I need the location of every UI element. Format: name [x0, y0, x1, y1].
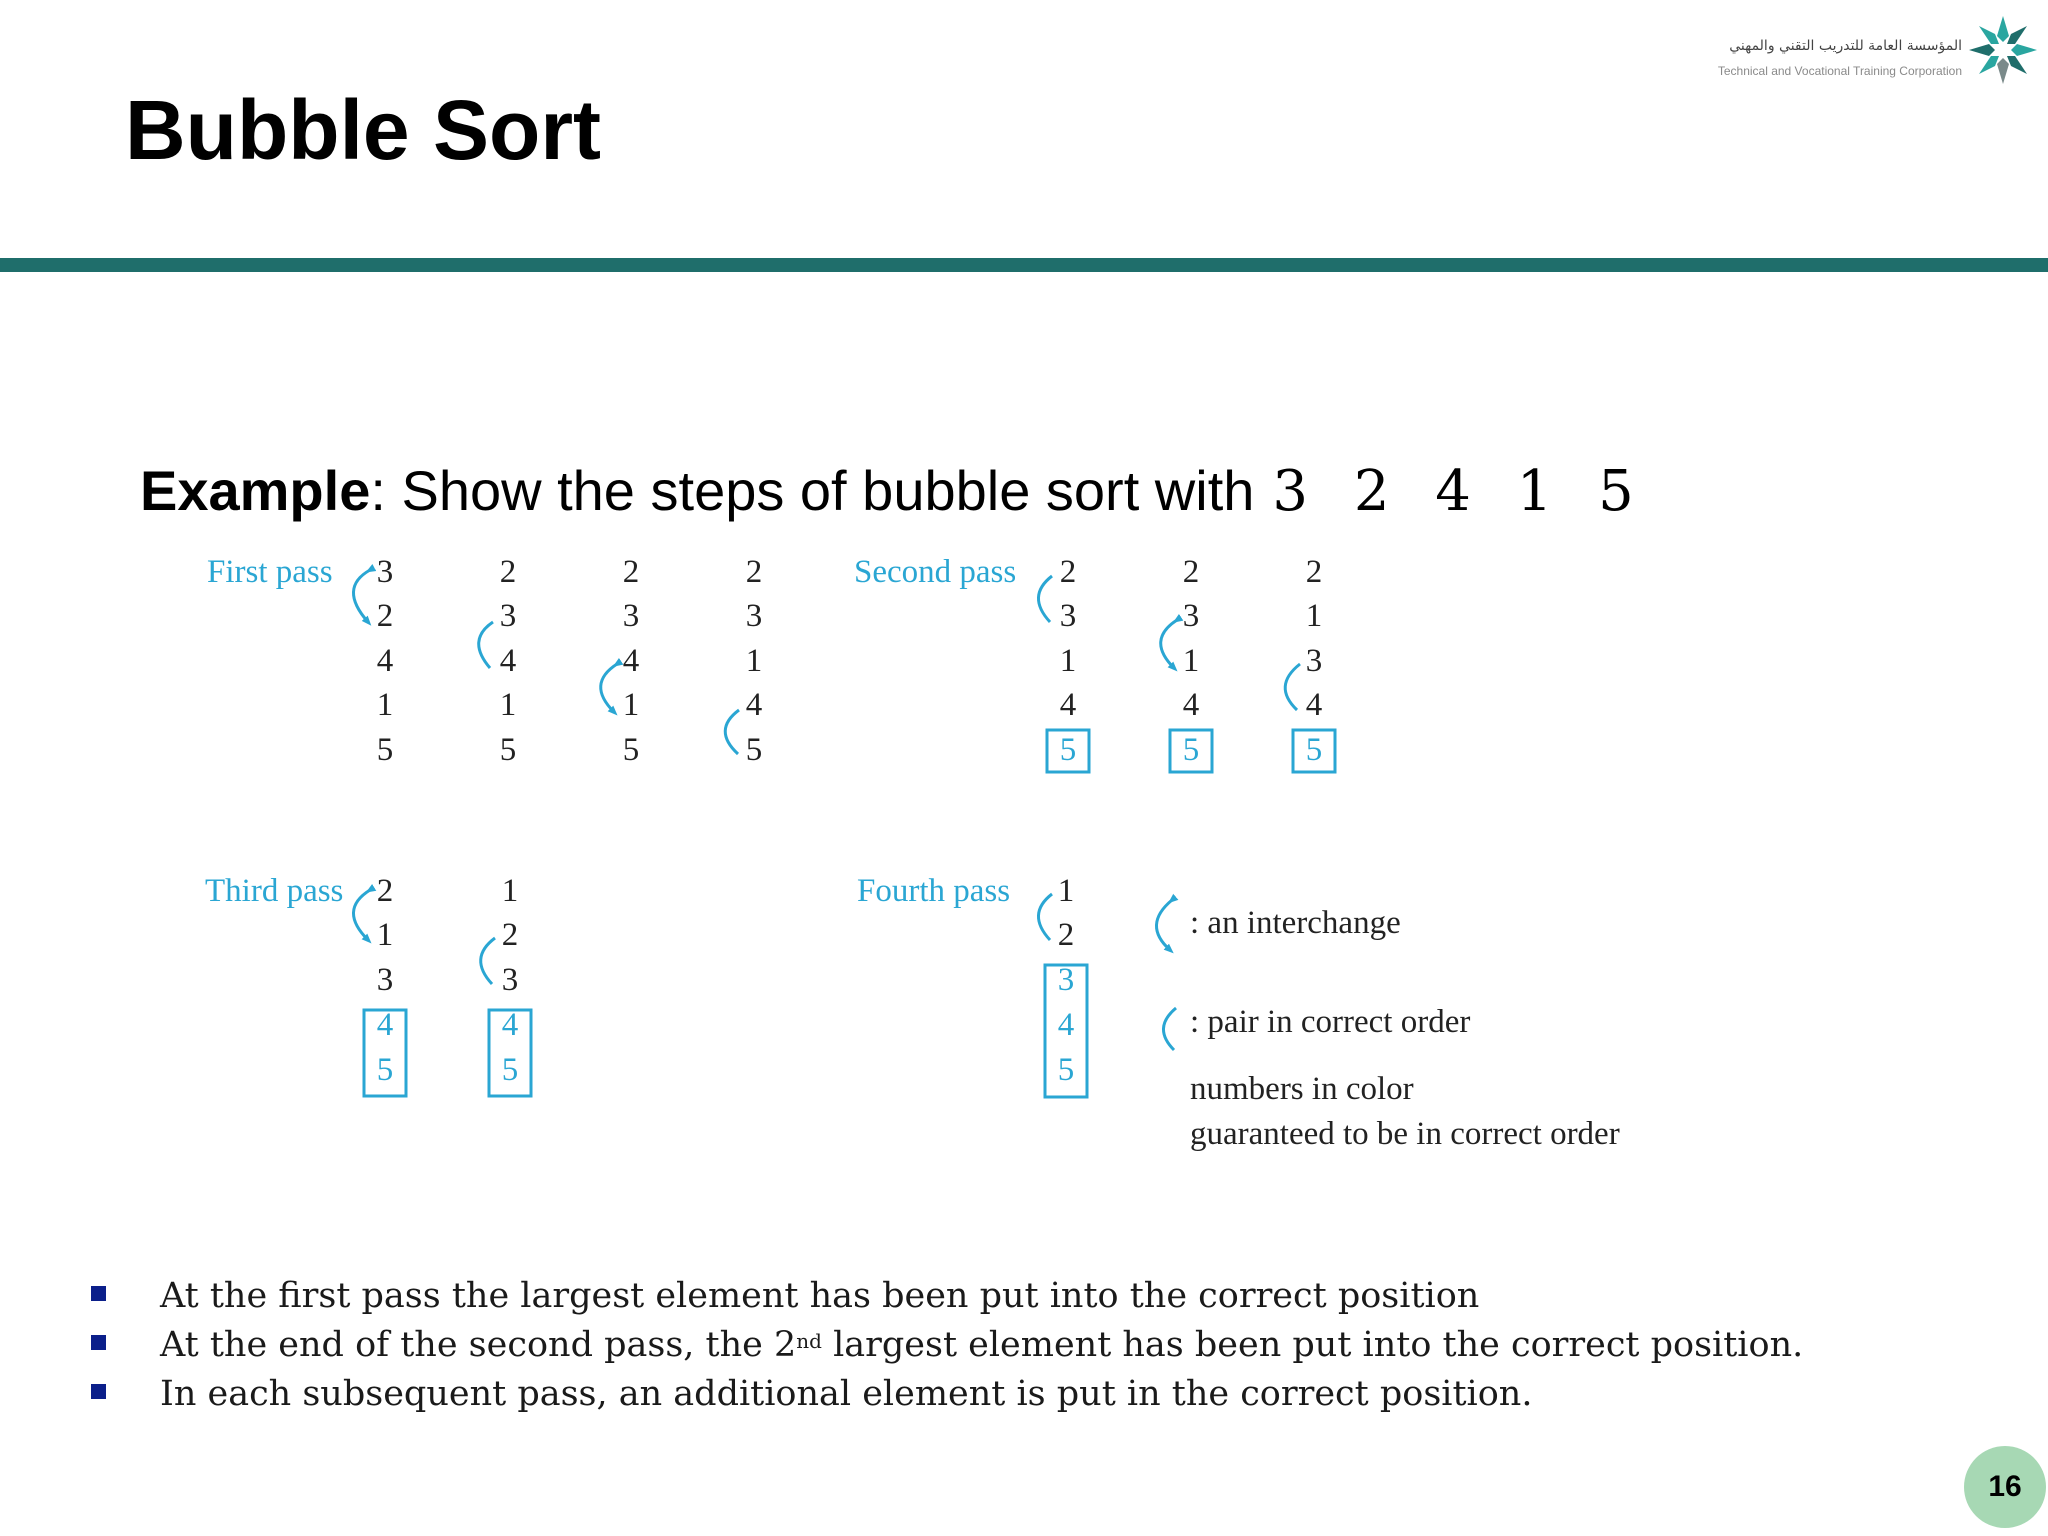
p4-c1-n4: 4	[1057, 1007, 1075, 1043]
interchange-arrow-icon	[353, 890, 370, 940]
pass-label-1: First pass	[207, 554, 333, 590]
bullet-text: In each subsequent pass, an additional element is put in the correct position.	[160, 1374, 1533, 1414]
p3-c2-n4: 4	[501, 1007, 519, 1043]
p1-c1-n2: 2	[376, 598, 394, 634]
p1-c4-n4: 4	[745, 687, 763, 723]
p1-c3-n4: 1	[622, 687, 640, 723]
p2-c3-n3: 3	[1305, 643, 1323, 679]
p2-c1-n4: 4	[1059, 687, 1077, 723]
example-sequence: 3 2 4 1 5	[1272, 459, 1634, 524]
first-pass-columns	[353, 554, 762, 768]
p1-c4-n1: 2	[745, 554, 763, 590]
pass-label-2: Second pass	[854, 554, 1017, 590]
p3-c1-n1: 2	[376, 873, 394, 909]
p1-c1-n4: 1	[376, 687, 394, 723]
p4-c1-n3: 3	[1057, 962, 1075, 998]
interchange-arrow-icon	[1161, 620, 1177, 668]
bubble-sort-diagram	[0, 540, 2048, 1180]
p2-c2-n1: 2	[1182, 554, 1200, 590]
p2-c1-n3: 1	[1059, 643, 1077, 679]
interchange-arrow-icon	[353, 570, 370, 622]
legend	[1156, 900, 1619, 1152]
bullet-square-icon	[91, 1384, 106, 1399]
p1-c4-n2: 3	[745, 598, 763, 634]
p2-c1-n2: 3	[1059, 598, 1077, 634]
p4-c1-n2: 2	[1057, 917, 1075, 953]
bullet-square-icon	[91, 1335, 106, 1350]
p3-c2-n5: 5	[501, 1052, 519, 1088]
correct-order-arc-icon	[479, 622, 493, 668]
p4-c1-n5: 5	[1057, 1052, 1075, 1088]
correct-order-arc-icon	[1038, 576, 1052, 622]
p2-c1-n5: 5	[1059, 732, 1077, 768]
slide-title: Bubble Sort	[125, 83, 601, 177]
legend-color-note-1: numbers in color	[1190, 1071, 1414, 1107]
p2-c2-n4: 4	[1182, 687, 1200, 723]
p1-c3-n1: 2	[622, 554, 640, 590]
p4-c1-n1: 1	[1057, 873, 1075, 909]
page-number-badge: 16	[1964, 1446, 2046, 1528]
tvtc-logo-icon	[1968, 8, 2038, 94]
bullet-text-sup: nd	[796, 1329, 822, 1353]
p1-c2-n3: 4	[499, 643, 517, 679]
third-pass-columns	[353, 873, 531, 1096]
pass-label-3: Third pass	[205, 873, 344, 909]
fourth-pass-columns	[1038, 873, 1087, 1097]
correct-order-arc-icon	[1163, 1008, 1176, 1050]
p1-c4-n3: 1	[745, 643, 763, 679]
p1-c2-n2: 3	[499, 598, 517, 634]
p1-c2-n4: 1	[499, 687, 517, 723]
bullet-list	[88, 1276, 1988, 1423]
tvtc-logo	[1717, 8, 2038, 94]
p1-c2-n1: 2	[499, 554, 517, 590]
p2-c2-n3: 1	[1182, 643, 1200, 679]
bullet-text-pre: At the end of the second pass, the 2	[160, 1325, 797, 1365]
bullet-text-post: largest element has been put into the correct position.	[821, 1325, 1804, 1365]
correct-order-arc-icon	[725, 710, 739, 754]
p3-c2-n1: 1	[501, 873, 519, 909]
p3-c1-n3: 3	[376, 962, 394, 998]
bullet-text	[160, 1325, 1803, 1365]
p1-c3-n3: 4	[622, 643, 640, 679]
p3-c1-n2: 1	[376, 917, 394, 953]
title-accent-bar	[0, 258, 2048, 272]
example-text: : Show the steps of bubble sort with	[370, 459, 1255, 522]
p1-c3-n5: 5	[622, 732, 640, 768]
bullet-square-icon	[91, 1286, 106, 1301]
correct-order-arc-icon	[481, 938, 495, 984]
p2-c1-n1: 2	[1059, 554, 1077, 590]
example-label: Example	[140, 459, 371, 522]
p3-c2-n3: 3	[501, 962, 519, 998]
p1-c4-n5: 5	[745, 732, 763, 768]
p2-c3-n4: 4	[1305, 687, 1323, 723]
interchange-arrow-icon	[1156, 900, 1172, 950]
p2-c3-n2: 1	[1305, 598, 1323, 634]
second-pass-columns	[1038, 554, 1335, 772]
logo-english-text: Technical and Vocational Training Corporation	[1717, 64, 1962, 78]
p3-c1-n4: 4	[376, 1007, 394, 1043]
correct-order-arc-icon	[1285, 664, 1300, 710]
p3-c1-n5: 5	[376, 1052, 394, 1088]
bullet-item	[88, 1325, 1988, 1374]
legend-correct-order: : pair in correct order	[1190, 1004, 1471, 1040]
example-line	[140, 458, 1634, 524]
p1-c1-n1: 3	[376, 554, 394, 590]
legend-color-note-2: guaranteed to be in correct order	[1190, 1116, 1620, 1152]
p1-c1-n3: 4	[376, 643, 394, 679]
logo-arabic-text: المؤسسة العامة للتدريب التقني والمهني	[1729, 38, 1962, 54]
legend-interchange: : an interchange	[1190, 905, 1401, 941]
correct-order-arc-icon	[1038, 894, 1052, 940]
p1-c1-n5: 5	[376, 732, 394, 768]
bullet-text: At the first pass the largest element has been put into the correct position	[160, 1276, 1480, 1316]
p1-c3-n2: 3	[622, 598, 640, 634]
p2-c3-n1: 2	[1305, 554, 1323, 590]
p2-c2-n2: 3	[1182, 598, 1200, 634]
bullet-item	[88, 1276, 1988, 1325]
p1-c2-n5: 5	[499, 732, 517, 768]
p3-c2-n2: 2	[501, 917, 519, 953]
p2-c3-n5: 5	[1305, 732, 1323, 768]
p2-c2-n5: 5	[1182, 732, 1200, 768]
bullet-item	[88, 1374, 1988, 1423]
interchange-arrow-icon	[601, 664, 617, 712]
pass-label-4: Fourth pass	[857, 873, 1011, 909]
